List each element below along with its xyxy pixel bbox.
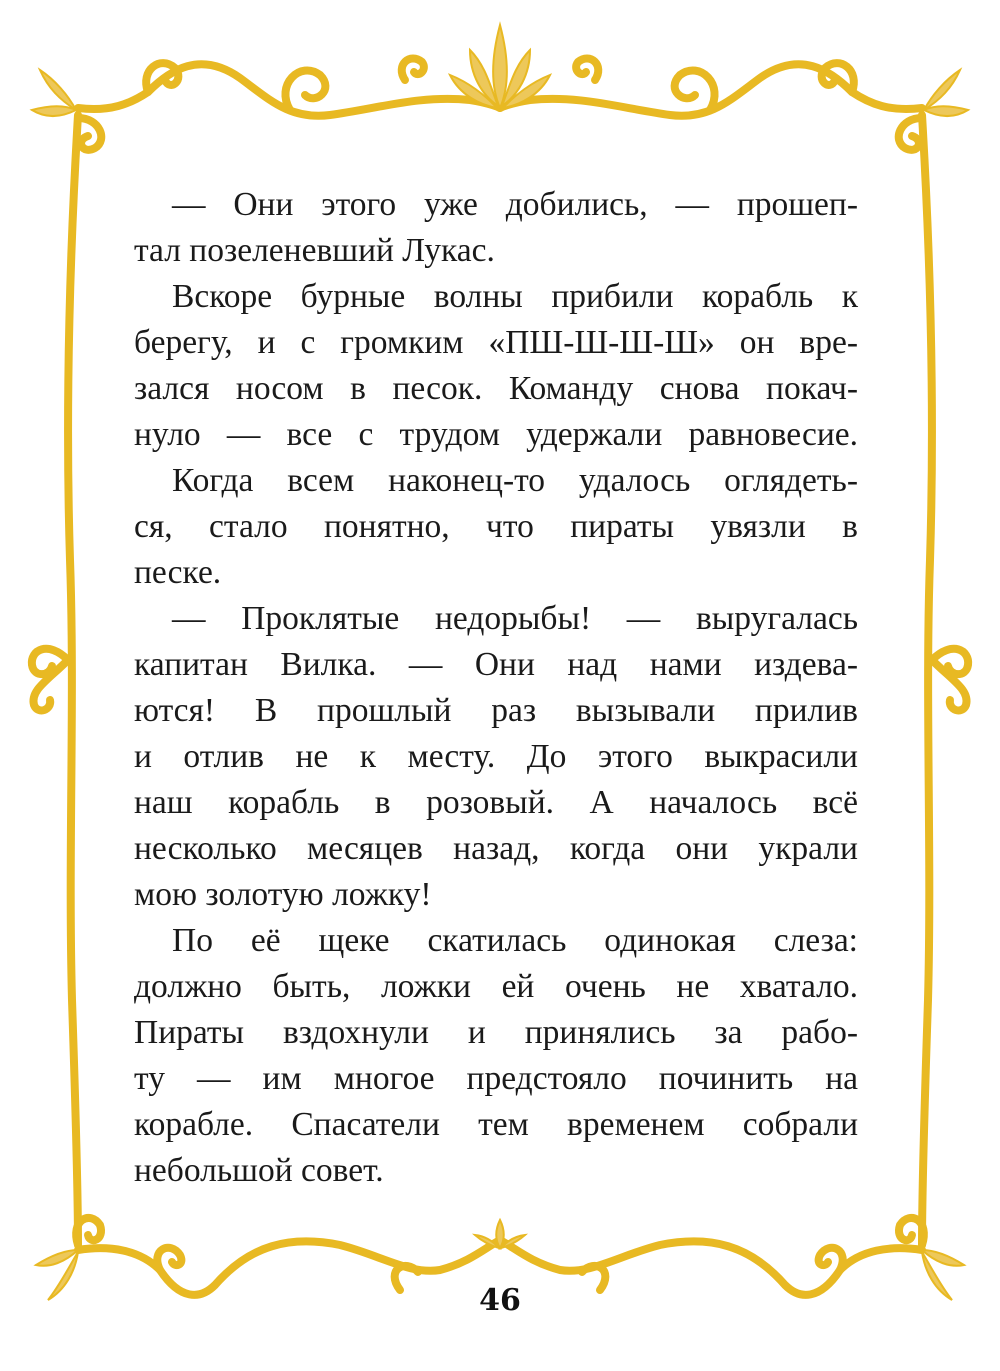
- text-line: берегу, и с громким «ПШ-Ш-Ш-Ш» он вре-: [134, 324, 858, 361]
- paragraph: [134, 596, 858, 918]
- paragraph: [134, 918, 858, 1194]
- text-line: По её щеке скатилась одинокая слеза:: [172, 922, 858, 959]
- text-line: Пираты вздохнули и принялись за рабо-: [134, 1014, 858, 1051]
- text-line: небольшой совет.: [134, 1152, 384, 1189]
- text-line: корабле. Спасатели тем временем собрали: [134, 1106, 858, 1143]
- text-line: Когда всем наконец-то удалось оглядеть-: [172, 462, 858, 499]
- text-line: должно быть, ложки ей очень не хватало.: [134, 968, 858, 1005]
- paragraph: [134, 182, 858, 274]
- text-line: тал позеленевший Лукас.: [134, 232, 495, 269]
- text-line: ся, стало понятно, что пираты увязли в: [134, 508, 858, 545]
- text-line: ту — им многое предстояло починить на: [134, 1060, 858, 1097]
- text-line: — Они этого уже добились, — прошеп-: [172, 186, 858, 223]
- text-line: — Проклятые недорыбы! — выругалась: [172, 600, 858, 637]
- text-line: несколько месяцев назад, когда они украли: [134, 830, 858, 867]
- story-text: [134, 182, 858, 1194]
- text-line: мою золотую ложку!: [134, 876, 432, 913]
- text-line: ются! В прошлый раз вызывали прилив: [134, 692, 858, 729]
- text-line: нуло — все с трудом удержали равновесие.: [134, 416, 858, 453]
- text-line: зался носом в песок. Команду снова покач-: [134, 370, 858, 407]
- paragraph: [134, 274, 858, 458]
- text-line: и отлив не к месту. До этого выкрасили: [134, 738, 858, 775]
- page-number: 46: [479, 1283, 521, 1318]
- text-line: Вскоре бурные волны прибили корабль к: [172, 278, 858, 315]
- text-line: капитан Вилка. — Они над нами издева-: [134, 646, 858, 683]
- text-line: наш корабль в розовый. А началось всё: [134, 784, 858, 821]
- text-line: песке.: [134, 554, 222, 591]
- paragraph: [134, 458, 858, 596]
